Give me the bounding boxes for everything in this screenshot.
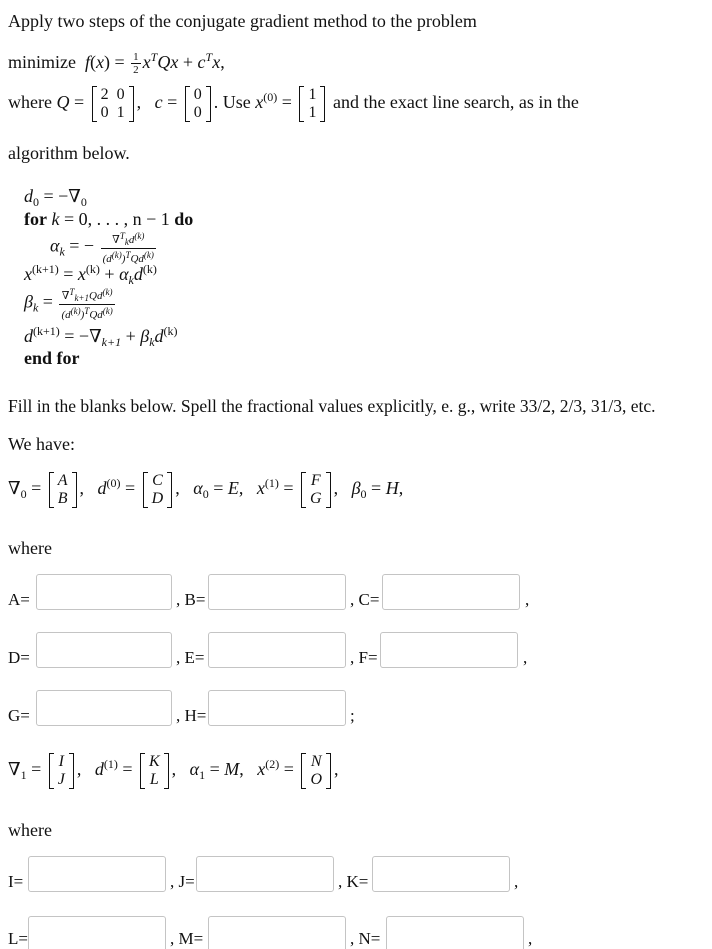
input-B[interactable] (208, 574, 346, 610)
where-label-2: where (8, 820, 52, 840)
intro-line-3-tail: and the exact line search, as in the (332, 92, 579, 113)
for-keyword: for (24, 209, 47, 229)
label-G: G= (8, 706, 30, 725)
label-E: , E= (176, 648, 205, 667)
label-A: A= (8, 590, 30, 609)
problem-data-line: where Q = 2 0 0 1 , c = 0 0 . Use $x^{(0)}$ = 1 1 and the exact line search, as in the (8, 86, 579, 121)
input-E[interactable] (208, 632, 346, 668)
comma-after-F: , (523, 648, 528, 667)
vector-c: 0 0 (185, 86, 211, 122)
label-K: , K= (338, 872, 369, 891)
equation-row-2: $\nabla_1$ = I J , $d^{(1)}$ = K L , $\alpha_1 = M$, $x^{(2)}$ = N O , (8, 753, 339, 788)
algo-alpha: $\alpha_k$ = − $\frac{\nabla^Tkd^{(k)}}{(d^{(k)})^TQd^{(k)}}$ (50, 231, 154, 265)
label-H: , H= (176, 706, 207, 725)
input-H[interactable] (208, 690, 346, 726)
algo-x-update: $x^{(k+1)} = x^{(k)} + \alpha_kd^{(k)}$ (24, 262, 157, 287)
algo-d-update: $d^{(k+1)} = -\nabla_{k+1} + \beta_kd^{(k)}$ (24, 324, 178, 349)
input-D[interactable] (36, 632, 172, 668)
label-C: , C= (350, 590, 380, 609)
where-label-1: where (8, 538, 52, 558)
input-I[interactable] (28, 856, 166, 892)
for-range: = 0, . . . , n − 1 (63, 209, 170, 229)
semicolon-after-H: ; (350, 706, 355, 725)
input-L[interactable] (28, 916, 166, 949)
input-K[interactable] (372, 856, 510, 892)
input-N[interactable] (386, 916, 524, 949)
comma-after-N: , (528, 929, 533, 948)
label-F: , F= (350, 648, 378, 667)
end-for-keyword: end for (24, 348, 80, 368)
instructions: Fill in the blanks below. Spell the fractional values explicitly, e. g., write 33/2, 2/3, 31/3, etc. (8, 396, 656, 416)
input-J[interactable] (196, 856, 334, 892)
where-word: where (8, 92, 52, 113)
input-G[interactable] (36, 690, 172, 726)
equation-row-1: $\nabla_0$ = A B , $d^{(0)}$ = C D , $\alpha_0 = E$, $x^{(1)}$ = F G , $\beta_0 = H$, (8, 472, 404, 507)
label-I: I= (8, 872, 24, 891)
matrix-Q: 2 0 0 1 (92, 86, 134, 122)
we-have: We have: (8, 434, 76, 454)
input-F[interactable] (380, 632, 518, 668)
label-L: L= (8, 929, 28, 948)
comma-after-C: , (525, 590, 530, 609)
label-B: , B= (176, 590, 206, 609)
input-A[interactable] (36, 574, 172, 610)
algo-beta: $\beta_k$ = $\frac{\nabla^Tk+1Qd^{(k)}}{(d^{(k)})^TQd^{(k)}}$ (24, 287, 113, 321)
input-M[interactable] (208, 916, 346, 949)
label-M: , M= (170, 929, 204, 948)
label-D: D= (8, 648, 30, 667)
label-N: , N= (350, 929, 381, 948)
comma-after-K: , (514, 872, 519, 891)
input-C[interactable] (382, 574, 520, 610)
objective-line: minimize f(x) = $\frac{1}{2}$ $x^TQx + c^Tx$, (8, 50, 225, 77)
use-word: . Use (213, 92, 251, 113)
algo-for-line: for k = 0, . . . , n − 1 do (24, 209, 194, 229)
do-keyword: do (174, 209, 194, 229)
minimize-word: minimize (8, 52, 76, 72)
label-J: , J= (170, 872, 195, 891)
intro-line-4: algorithm below. (8, 143, 130, 163)
vector-x0: 1 1 (299, 86, 325, 122)
algo-init: $d_0 = -\nabla_0$ (24, 186, 87, 209)
intro-line-1: Apply two steps of the conjugate gradient method to the problem (8, 11, 477, 31)
